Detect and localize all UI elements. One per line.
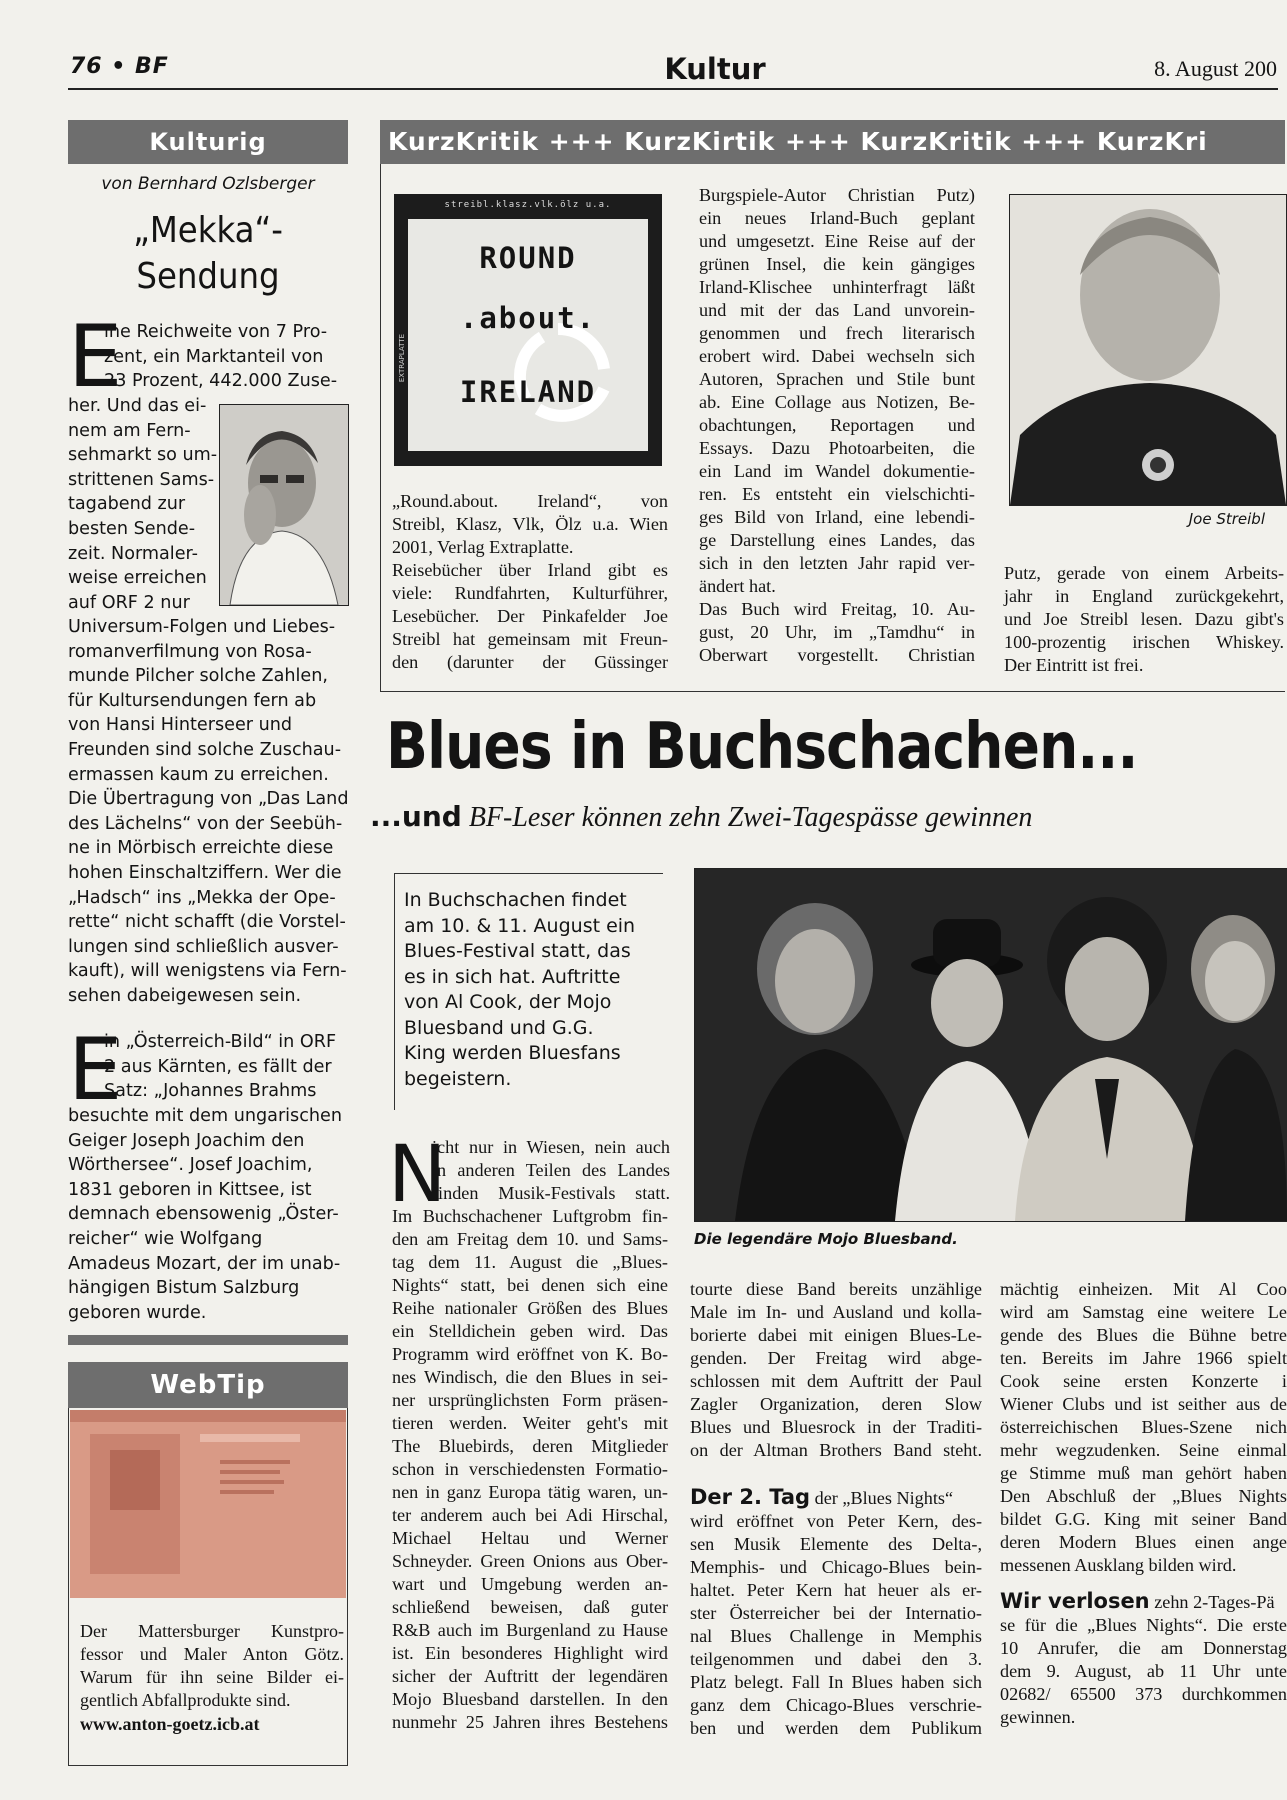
band-photo-caption: Die legendäre Mojo Bluesband. [694,1230,958,1248]
text-line: lungen sind schließlich ausver- [68,936,339,957]
column-author: von Bernhard Ozlsberger [101,174,315,194]
text-line: Platz belegt. Fall In Blues haben sich [690,1672,982,1692]
text-line: teilgenommen und dabei den 3. [690,1649,982,1669]
text-line: her. Und das ei- [68,396,207,416]
text-line: ter anderem auch bei Adi Hirschal, [392,1505,668,1525]
text-line: Reihe nationaler Größen des Blues [392,1298,668,1318]
text-line: den (darunter der Güssinger [392,652,668,672]
text-line: borierte dabei mit einigen Blues-Le- [690,1325,982,1345]
text-line: Nights“ statt, bei denen sich eine [392,1275,668,1295]
text-line: zehn 2-Tages-Pä [1149,1592,1275,1612]
lead-line: am 10. & 11. August ein [404,914,636,937]
lead-line: In Buchschachen findet [404,889,627,911]
text-line: romanverfilmung von Rosa- [68,641,312,662]
text-line: Lesebücher. Der Pinkafelder Joe [392,606,668,626]
text-line: von Hansi Hinterseer und [68,715,293,736]
text-line: „Hadsch“ ins „Mekka der Ope- [68,887,336,908]
subhead-wir-verlosen: Wir verlosen [1000,1589,1150,1613]
text-line: ine Reichweite von 7 Pro- [104,322,328,342]
text-line: Das Buch wird Freitag, 10. Au- [699,599,975,619]
text-line: demnach ebensowenig „Öster- [68,1204,339,1225]
text-line: Michael Heltau und Werner [392,1528,668,1548]
kulturig-paragraph-1-top [104,320,352,394]
text-line: tieren werden. Weiter geht's mit [392,1413,668,1433]
text-line: ges Bild von Irland, eine lebendi- [699,507,975,527]
text-line: nal Blues Challenge in Memphis [690,1626,982,1646]
joe-streibl-photo [1009,194,1287,506]
text-line: kauft), will wenigstens via Fern- [68,961,347,982]
text-line: weise erreichen [68,568,207,589]
text-line: tourte diese Band bereits unzählige [690,1279,982,1299]
text-line: tagabend zur [68,494,186,515]
text-line: Die Übertragung von „Das Land [68,789,349,810]
text-line: zeit. Normaler- [68,543,198,564]
text-line: österreichischen Blues-Szene nich [1000,1417,1287,1437]
article-headline: Blues in Buchschachen... [386,710,1138,784]
text-line: Male im In- und Ausland und kolla- [690,1302,982,1322]
text-line: Warum für ihn seine Bilder ei- [80,1667,344,1687]
text-line: ben und werden dem Publikum [690,1718,982,1738]
text-line: wird am Samstag eine weitere Le [1000,1302,1287,1322]
text-line: schon in verschiedensten Formatio- [392,1459,668,1479]
website-screenshot [70,1410,346,1598]
text-line: ner ursprünglichsten Form präsen- [392,1390,668,1410]
blues-col-1-top [432,1136,670,1205]
text-line: Der Mattersburger Kunstpro- [80,1621,344,1641]
text-line: nem am Fern- [68,420,191,441]
text-line: und mit der das Land unvorein- [699,300,975,320]
text-line: obachtungen, Reportagen und [699,415,975,435]
text-line: nunmehr 25 Jahren ihres Bestehens [392,1712,668,1732]
text-line: bildet G.G. King mit seiner Band [1000,1509,1287,1529]
text-line: Memphis- und Chicago-Blues bein- [690,1557,982,1577]
text-line: 10 Anrufer, die am Donnerstag [1000,1638,1287,1658]
cover-publisher: EXTRAPLATTE [398,334,406,383]
text-line: sen Musik Elemente des Delta-, [690,1534,982,1554]
text-line: Wiener Clubs und ist seither aus de [1000,1394,1287,1414]
text-line: grünen Insel, die kein gängiges [699,254,975,274]
text-line: Freunden sind solche Zuschau- [68,739,342,760]
text-line: ein neues Irland-Buch geplant [699,208,975,228]
text-line: ten. Bereits im Jahre 1966 spielt [1000,1348,1287,1368]
text-line: ne in Mörbisch erreichte diese [68,838,334,859]
text-line: mächtig einheizen. Mit Al Coo [1000,1279,1287,1299]
text-line: Amadeus Mozart, der im unab- [68,1253,341,1274]
photo-caption: Joe Streibl [1188,510,1265,528]
text-line: schließend beweisen, daß guter [392,1597,668,1617]
text-line: Cook seine ersten Konzerte i [1000,1371,1287,1391]
drop-cap: N [388,1130,447,1220]
text-line: on der Altman Brothers Band steht. [690,1440,982,1460]
blues-col-1 [392,1205,668,1734]
band-image [695,869,1287,1221]
article-lead [404,888,664,1092]
text-line: sehmarkt so um- [68,445,218,466]
webtip-header: WebTip [68,1362,348,1408]
headline-line-1: „Mekka“- [133,210,283,251]
band-photo [694,868,1287,1222]
text-line: deren Modern Blues einen ange [1000,1532,1287,1552]
text-line: rette“ nicht schafft (die Vorstel- [68,912,346,933]
issue-date: 8. August 200 [1154,56,1277,81]
webtip-url-link[interactable]: www.anton-goetz.icb.at [80,1714,260,1734]
text-line: Oberwart vorgestellt. Christian [699,645,975,665]
kurzkritik-col-3 [1004,562,1284,677]
author-portrait [219,404,349,606]
lead-line: es in sich hat. Auftritte [404,965,621,988]
subhead-line [1000,1590,1287,1614]
text-line: finden Musik-Festivals statt. [432,1183,670,1203]
cover-panel [408,219,648,451]
text-line: Blues und Bluesrock in der Traditi- [690,1417,982,1437]
text-line: hängigen Bistum Salzburg [68,1278,300,1299]
text-line: genommen und frech literarisch [699,323,975,343]
text-line: reicher“ wie Wolfgang [68,1228,263,1249]
text-line: Schneyder. Green Onions aus Ober- [392,1551,668,1571]
kulturig-header: Kulturig [68,120,348,164]
text-line: nes Windisch, die den Blues in sei- [392,1367,668,1387]
text-line: Programm wird eröffnet von K. Bo- [392,1344,668,1364]
kulturig-paragraph-1-full [68,615,352,1009]
text-line: Universum-Folgen und Liebes- [68,617,336,637]
text-line: Streibl, Klasz, Vlk, Ölz u.a. Wien [392,514,668,534]
text-line: hohen Einschaltziffern. Wer die [68,862,342,883]
text-line: jahr in England zurückgekehrt, [1004,586,1284,606]
kulturig-paragraph-2-top [104,1030,352,1104]
text-line: ändert hat. [699,576,776,596]
webtip-rule [68,1335,348,1345]
text-line: 1831 geboren in Kittsee, ist [68,1179,312,1200]
text-line: Essays. Dazu Photoarbeiten, die [699,438,975,458]
subhead-line [690,1486,982,1510]
text-line: Mojo Bluesband darstellen. In den [392,1689,668,1709]
text-line: der „Blues Nights“ [810,1488,954,1508]
text-line: messenen Ausklang bilden wird. [1000,1555,1237,1575]
website-screenshot-image [70,1410,346,1598]
text-line: strittenen Sams- [68,469,215,490]
text-line: Wörthersee“. Josef Joachim, [68,1155,313,1176]
text-line: Geiger Joseph Joachim den [68,1130,305,1151]
text-line: Streibl hat gemeinsam mit Freun- [392,629,668,649]
text-line: ab. Eine Collage aus Notizen, Be- [699,392,975,412]
text-line: 2 aus Kärnten, es fällt der [104,1056,332,1077]
text-line: gust, 20 Uhr, im „Tamdhu“ in [699,622,975,642]
text-line: wird eröffnet von Peter Kern, des- [690,1511,982,1531]
section-title: Kultur [664,52,766,86]
cover-authors: streibl.klasz.vlk.ölz u.a. [444,200,612,210]
webtip-text [80,1620,344,1712]
text-line: erobert wird. Dabei wechseln sich [699,346,975,366]
text-line: sich in den letzten Jahr rapid ver- [699,553,975,573]
blues-col-2 [690,1278,982,1462]
text-line: Putz, gerade von einem Arbeits- [1004,563,1284,583]
text-line: für Kultursendungen fern ab [68,690,317,711]
text-line: Den Abschluß der „Blues Nights [1000,1486,1287,1506]
text-line: in „Österreich-Bild“ in ORF [104,1032,337,1052]
lead-line: begeistern. [404,1067,512,1090]
text-line: besten Sende- [68,518,196,539]
headline-line-2: Sendung [136,256,280,297]
lead-line: Blues-Festival statt, das [404,940,631,962]
kurzkritik-header: KurzKritik +++ KurzKirtik +++ KurzKritik +++ KurzKri [380,120,1285,164]
kurzkritik-col-2 [699,184,975,667]
header-rule [68,88,1278,90]
text-line: 100-prozentig irischen Whiskey. [1004,632,1284,652]
blues-col-3 [1000,1278,1287,1577]
subhead-der-2-tag: Der 2. Tag [690,1485,811,1509]
joe-streibl-image [1010,195,1286,505]
cover-title-2: .about. [459,301,597,335]
text-line: dem 9. August, ab 11 Uhr unte [1000,1661,1287,1681]
text-line: sehen dabeigewesen sein. [68,985,302,1006]
subheadline-text: BF-Leser können zehn Zwei-Tagespässe gewinnen [461,802,1033,833]
text-line: viele: Rundfahrten, Kulturführer, [392,583,668,603]
text-line: ge Stimme muß man gehört haben [1000,1463,1287,1483]
text-line: genden. Der Freitag wird abge- [690,1348,982,1368]
kulturig-paragraph-1-wrap [68,394,228,615]
text-line: ist. Ein besonderes Highlight wird [392,1643,668,1663]
kulturig-paragraph-2 [68,1104,352,1325]
text-line: The Bluebirds, deren Mitglieder [392,1436,668,1456]
text-line: munde Pilcher solche Zahlen, [68,666,328,687]
text-line: ermassen kaum zu erreichen. [68,764,329,785]
text-line: Zagler Organization, deren Slow [690,1394,982,1414]
text-line: ster Österreicher bei der Internatio- [690,1603,982,1623]
lead-line: King werden Bluesfans [404,1042,621,1064]
article-subheadline [370,800,1270,834]
text-line: besuchte mit dem ungarischen [68,1106,343,1126]
text-line: gentlich Abfallprodukte sind. [80,1690,291,1710]
text-line: Reisebücher über Irland gibt es [392,560,668,580]
drop-cap: E [68,1020,123,1120]
text-line: R&B auch im Burgenland zu Hause [392,1620,668,1640]
blues-col-3b [1000,1590,1287,1729]
text-line: gewinnen. [1000,1707,1076,1727]
text-line: in anderen Teilen des Landes [432,1160,670,1180]
text-line: sicher der Auftritt der legendären [392,1666,668,1686]
book-cover [394,194,662,466]
text-line: des Lächelns“ von der Seebüh- [68,813,343,834]
blues-col-2b [690,1486,982,1740]
text-line: 02682/ 65500 373 durchkommen [1000,1684,1287,1704]
text-line: und Joe Streibl lesen. Dazu gibt's [1004,609,1284,629]
lead-line: von Al Cook, der Mojo [404,991,612,1013]
text-line: geboren wurde. [68,1302,207,1323]
text-line: und umgesetzt. Eine Reise auf der [699,231,975,251]
text-line: den am Freitag dem 10. und Sams- [392,1229,668,1249]
text-line: zent, ein Marktanteil von [104,346,324,367]
text-line: Im Buchschachener Luftgrobm fin- [392,1206,668,1226]
text-line: ge Darstellung eines Landes, das [699,530,975,550]
text-line: gende des Blues die Bühne betre [1000,1325,1287,1345]
page-number: 76 • BF [70,54,169,79]
cover-title-1: ROUND [479,241,577,275]
lead-line: Bluesband und G.G. [404,1016,594,1039]
text-line: nen in ganz Europa tätig waren, un- [392,1482,668,1502]
text-line: auf ORF 2 nur [68,592,190,613]
text-line: ren. Es entsteht ein vielschichti- [699,484,975,504]
text-line: ein Land im Wandel dokumentie- [699,461,975,481]
text-line: ganz dem Chicago-Blues verschrie- [690,1695,982,1715]
text-line: Burgspiele-Autor Christian Putz) [699,185,975,205]
text-line: tag dem 11. August die „Blues- [392,1252,668,1272]
text-line: „Round.about. Ireland“, von [392,491,668,511]
text-line: fessor und Maler Anton Götz. [80,1644,344,1664]
author-portrait-image [220,405,348,605]
text-line: wart und Umgebung werden an- [392,1574,668,1594]
text-line: icht nur in Wiesen, nein auch [432,1137,670,1157]
text-line: Satz: „Johannes Brahms [104,1081,317,1102]
text-line: Der Eintritt ist frei. [1004,655,1144,675]
text-line: 2001, Verlag Extraplatte. [392,537,574,557]
text-line: se für die „Blues Nights“. Die erste [1000,1615,1287,1635]
text-line: Irland-Klischee unhinterfragt läßt [699,277,975,297]
subheadline-bold: ...und [370,800,462,833]
text-line: 23 Prozent, 442.000 Zuse- [104,371,338,392]
kurzkritik-col-1 [392,490,668,674]
text-line: Autoren, Sprachen und Stile bunt [699,369,975,389]
text-line: ein Stelldichein geben wird. Das [392,1321,668,1341]
column-headline [68,208,348,300]
text-line: mehr wegzudenken. Seine einmal [1000,1440,1287,1460]
text-line: haltet. Peter Kern hat heuer als er- [690,1580,982,1600]
drop-cap: E [68,307,123,407]
text-line: schlossen mit dem Auftritt der Paul [690,1371,982,1391]
cover-title-3: IRELAND [459,375,597,409]
